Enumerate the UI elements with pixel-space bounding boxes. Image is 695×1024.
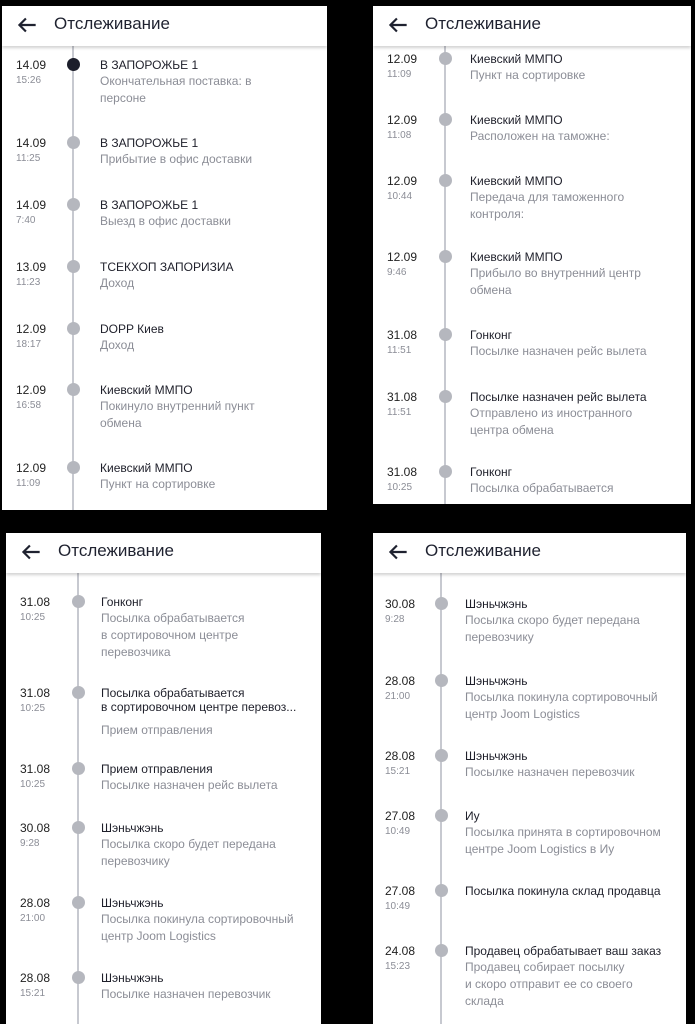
event-time: 15:21	[20, 988, 46, 999]
timeline-line	[77, 573, 79, 1024]
app-header	[373, 6, 691, 46]
event-date: 31.08	[387, 390, 418, 404]
event-title: Посылка покинула склад продавца	[465, 884, 661, 898]
event-date: 12.09	[387, 113, 418, 127]
event-time: 11:09	[16, 478, 41, 489]
event-description: Окончательная поставка: в персоне	[100, 74, 252, 105]
status-dot	[67, 322, 80, 335]
event-time: 21:00	[20, 913, 46, 924]
status-dot	[435, 597, 448, 610]
event-date: 30.08	[385, 597, 416, 611]
event-description: Посылке назначен перевозчик	[101, 987, 271, 1001]
app-header	[373, 533, 686, 573]
status-dot	[67, 136, 80, 149]
event-title: Шэньчжэнь	[101, 821, 164, 835]
event-description: Посылка покинула сортировочный центр Joom Logistics	[465, 690, 658, 721]
event-date: 28.08	[20, 896, 51, 910]
event-description: Посылка скоро будет передана перевозчику	[101, 837, 276, 868]
event-description: Прибытие в офис доставки	[100, 152, 253, 166]
event-date: 12.09	[16, 322, 47, 336]
event-time: 15:21	[385, 766, 411, 777]
event-description: Посылке назначен перевозчик	[465, 765, 635, 779]
status-dot	[67, 260, 80, 273]
status-dot	[435, 884, 448, 897]
app-header	[2, 6, 327, 46]
event-date: 28.08	[385, 674, 416, 688]
event-description: Посылке назначен рейс вылета	[470, 344, 647, 358]
status-dot	[435, 809, 448, 822]
event-time: 18:17	[16, 339, 42, 350]
event-date: 13.09	[16, 260, 47, 274]
event-description: Посылке назначен рейс вылета	[101, 778, 278, 792]
back-arrow-icon[interactable]	[18, 539, 44, 565]
event-description: Отправлено из иностранного центра обмена	[470, 406, 633, 437]
event-time: 9:46	[387, 267, 407, 278]
event-title: Гонконг	[101, 595, 144, 609]
event-time: 10:49	[385, 826, 411, 837]
timeline-line	[72, 46, 74, 510]
event-date: 12.09	[16, 383, 47, 397]
event-time: 21:00	[385, 691, 411, 702]
event-title: Прием отправления	[101, 762, 213, 776]
status-dot	[72, 762, 85, 775]
event-time: 11:09	[387, 69, 412, 80]
event-description: Посылка принята в сортировочном центре Joom Logistics в Иу	[465, 825, 661, 856]
event-time: 16:58	[16, 400, 42, 411]
event-description: Посылка обрабатывается в сортировочном центре перевозчика	[101, 611, 245, 659]
event-description: Покинуло внутренний пункт обмена	[100, 399, 255, 430]
event-date: 12.09	[387, 250, 418, 264]
event-description: Посылка обрабатывается	[470, 481, 614, 495]
event-description: Расположен на таможне:	[470, 129, 610, 143]
tracking-screen-2	[373, 6, 691, 504]
event-title: Посылке назначен рейс вылета	[470, 390, 647, 404]
app-header	[6, 533, 321, 573]
event-time: 11:08	[387, 130, 412, 141]
page-title: Отслеживание	[425, 541, 542, 560]
event-time: 10:25	[20, 779, 46, 790]
event-date: 31.08	[387, 328, 418, 342]
event-time: 11:51	[387, 345, 412, 356]
event-date: 12.09	[387, 52, 418, 66]
tracking-screen-4	[373, 533, 686, 1024]
status-dot	[72, 821, 85, 834]
event-title: В ЗАПОРОЖЬЕ 1	[100, 198, 199, 212]
event-title: Шэньчжэнь	[101, 896, 164, 910]
event-description: Посылка покинула сортировочный центр Joom Logistics	[101, 912, 294, 943]
event-time: 10:49	[385, 901, 411, 912]
status-dot	[72, 971, 85, 984]
status-dot	[439, 113, 452, 126]
event-date: 31.08	[20, 686, 51, 700]
event-time: 10:25	[20, 703, 46, 714]
event-title: Киевский ММПО	[470, 250, 563, 264]
event-title: Киевский ММПО	[470, 113, 563, 127]
event-description: Посылка скоро будет передана перевозчику	[465, 613, 640, 644]
event-time: 7:40	[16, 215, 36, 226]
event-time: 10:44	[387, 191, 413, 202]
event-title: В ЗАПОРОЖЬЕ 1	[100, 58, 199, 72]
event-date: 14.09	[16, 198, 47, 212]
event-time: 10:25	[20, 612, 46, 623]
event-date: 31.08	[387, 465, 418, 479]
page-title: Отслеживание	[54, 14, 171, 33]
event-title: Гонконг	[470, 328, 513, 342]
event-title: Шэньчжэнь	[465, 597, 528, 611]
event-date: 14.09	[16, 136, 47, 150]
event-date: 31.08	[20, 762, 51, 776]
event-time: 10:25	[387, 482, 413, 493]
status-dot	[67, 461, 80, 474]
event-title: ТСЕКХОП ЗАПОРИЗИА	[100, 260, 234, 274]
event-date: 12.09	[387, 174, 418, 188]
status-dot	[439, 465, 452, 478]
status-dot	[439, 250, 452, 263]
status-dot	[439, 52, 452, 65]
back-arrow-icon[interactable]	[14, 12, 40, 38]
status-dot	[439, 390, 452, 403]
status-dot	[435, 674, 448, 687]
event-description: Доход	[100, 338, 135, 352]
event-title: Шэньчжэнь	[465, 674, 528, 688]
status-dot	[67, 383, 80, 396]
event-title: Посылка обрабатывается в сортировочном центре перевоз...	[101, 686, 297, 714]
event-title: Киевский ММПО	[100, 461, 193, 475]
event-time: 11:23	[16, 277, 41, 288]
event-title: Киевский ММПО	[100, 383, 193, 397]
tracking-screen-3	[6, 533, 321, 1024]
event-date: 28.08	[385, 749, 416, 763]
event-title: Гонконг	[470, 465, 513, 479]
status-dot	[72, 896, 85, 909]
event-time: 9:28	[20, 838, 40, 849]
page-title: Отслеживание	[58, 541, 175, 560]
event-time: 15:23	[385, 961, 411, 972]
status-dot	[439, 328, 452, 341]
event-description: Прием отправления	[101, 723, 213, 737]
event-date: 30.08	[20, 821, 51, 835]
status-dot	[435, 944, 448, 957]
event-date: 28.08	[20, 971, 51, 985]
event-date: 12.09	[16, 461, 47, 475]
status-dot	[439, 174, 452, 187]
event-title: Продавец обрабатывает ваш заказ	[465, 944, 662, 958]
event-date: 14.09	[16, 58, 47, 72]
event-title: Иу	[465, 809, 480, 823]
event-description: Прибыло во внутренний центр обмена	[470, 266, 641, 297]
back-arrow-icon[interactable]	[385, 12, 411, 38]
event-description: Пункт на сортировке	[470, 68, 586, 82]
current-status-dot	[67, 58, 80, 71]
event-description: Доход	[100, 276, 135, 290]
event-title: Шэньчжэнь	[101, 971, 164, 985]
status-dot	[435, 749, 448, 762]
event-title: Киевский ММПО	[470, 52, 563, 66]
event-date: 31.08	[20, 595, 51, 609]
tracking-screen-1	[2, 6, 327, 510]
event-time: 11:51	[387, 407, 412, 418]
event-date: 24.08	[385, 944, 416, 958]
event-description: Выезд в офис доставки	[100, 214, 231, 228]
event-title: В ЗАПОРОЖЬЕ 1	[100, 136, 199, 150]
page-title: Отслеживание	[425, 14, 542, 33]
event-description: Продавец собирает посылку и скоро отправит ее со своего склада	[465, 960, 633, 1008]
event-description: Передача для таможенного контроля:	[470, 190, 625, 221]
status-dot	[72, 595, 85, 608]
back-arrow-icon[interactable]	[385, 539, 411, 565]
status-dot	[67, 198, 80, 211]
event-time: 9:28	[385, 614, 405, 625]
event-title: Киевский ММПО	[470, 174, 563, 188]
event-title: DOPP Киев	[100, 322, 164, 336]
event-date: 27.08	[385, 809, 416, 823]
event-description: Пункт на сортировке	[100, 477, 216, 491]
event-time: 11:25	[16, 153, 41, 164]
event-time: 15:26	[16, 75, 42, 86]
event-title: Шэньчжэнь	[465, 749, 528, 763]
event-date: 27.08	[385, 884, 416, 898]
status-dot	[72, 686, 85, 699]
